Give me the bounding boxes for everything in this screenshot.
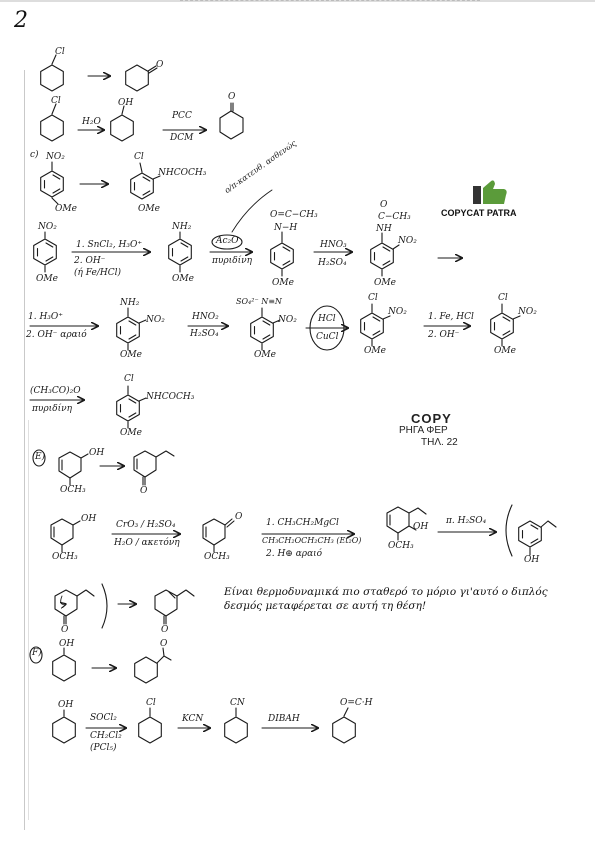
reagent-label: HNO₂: [192, 312, 219, 322]
substituent-label: N−H: [274, 223, 298, 233]
reagent-label: CH₃CH₂OCH₂CH₃ (Et₂O): [262, 536, 362, 545]
substituent-label: OCH₃: [204, 552, 230, 562]
cyclohexyl-chloride-ring: [41, 65, 64, 91]
curly-arrow: [61, 596, 66, 604]
substituent-label: O: [380, 200, 388, 210]
substituent-label: NO₂: [388, 307, 407, 317]
thumbs-up-icon: [452, 178, 532, 228]
substituent-label: O: [161, 625, 169, 635]
substituent-label: C−CH₃: [378, 212, 411, 222]
reagent-label: H₂O / ακετόνη: [114, 538, 180, 548]
reagent-label: (CH₃CO)₂O: [30, 386, 81, 396]
substituent-label: OCH₃: [388, 541, 414, 551]
substituent-label: OH: [89, 448, 105, 458]
reagent-label: 2. OH⁻: [74, 256, 106, 266]
substituent-label: OMe: [364, 346, 386, 356]
margin-mark: E): [35, 452, 46, 462]
reagent-label: 1. H₃O⁺: [28, 312, 64, 322]
bracket: [506, 505, 512, 556]
substituent-label: OCH₃: [52, 552, 78, 562]
substituent-label: NO₂: [278, 315, 297, 325]
substituent-label: O=C·H: [340, 698, 373, 708]
bracket: [102, 584, 107, 628]
stamp-line: ΤΗΛ. 22: [421, 437, 458, 448]
substituent-label: O: [156, 60, 164, 70]
substituent-label: O: [140, 486, 148, 496]
reagent-label: 2. H⊕ αραιό: [266, 549, 323, 559]
reagent-label: 2. OH⁻ αραιό: [26, 330, 87, 340]
reagent-label: HCl: [318, 314, 336, 324]
substituent-label: OMe: [494, 346, 516, 356]
substituent-label: O: [160, 639, 168, 649]
substituent-label: NH₂: [172, 222, 192, 232]
substituent-label: O: [61, 625, 69, 635]
substituent-label: OMe: [272, 278, 294, 288]
reagent-label: H₂SO₄: [318, 258, 347, 268]
reagent-label: SOCl₂: [90, 713, 117, 723]
substituent-label: OH: [524, 555, 540, 565]
substituent-label: OMe: [55, 204, 77, 214]
reagent-label: PCC: [172, 111, 192, 121]
margin-mark: c): [30, 150, 39, 160]
reagent-label: HNO₃: [320, 240, 347, 250]
substituent-label: NH₂: [120, 298, 140, 308]
reagent-label: H₂SO₄: [190, 329, 219, 339]
substituent-label: OH: [58, 700, 74, 710]
reagent-label: 1. Fe, HCl: [428, 312, 474, 322]
reagent-label: Ac₂O: [216, 236, 239, 246]
substituent-label: OH: [413, 522, 429, 532]
substituent-label: NO₂: [38, 222, 57, 232]
reagent-label: (PCl₅): [90, 743, 117, 753]
substituent-label: NHCOCH₃: [146, 392, 195, 402]
reagent-label: H₂O: [82, 117, 101, 127]
reagent-label: KCN: [182, 714, 204, 724]
reagent-label: πυριδίνη: [32, 404, 73, 414]
substituent-label: Cl: [368, 293, 378, 303]
substituent-label: O: [235, 512, 243, 522]
explanation-note: Είναι θερμοδυναμικά πιο σταθερό το μόριο γι'αυτό ο διπλός δεσμός μεταφέρεται σε αυτή τη θέση!: [224, 586, 548, 612]
substituent-label: NO₂: [46, 152, 65, 162]
margin-mark: F): [32, 648, 42, 658]
reagent-label: DCM: [170, 133, 194, 143]
substituent-label: CN: [230, 698, 245, 708]
substituent-label: NHCOCH₃: [158, 168, 207, 178]
substituent-label: OMe: [138, 204, 160, 214]
substituent-label: OCH₃: [60, 485, 86, 495]
substituent-label: NO₂: [398, 236, 417, 246]
page-number: 2: [14, 8, 28, 33]
substituent-label: Cl: [498, 293, 508, 303]
substituent-label: OH: [59, 639, 75, 649]
substituent-label: SO₄²⁻ N≡N: [236, 297, 282, 306]
reagent-label: (ή Fe/HCl): [74, 268, 121, 278]
reagent-label: 1. SnCl₂, H₃O⁺: [76, 240, 143, 250]
substituent-label: OH: [118, 98, 134, 108]
reagent-label: DIBAH: [268, 714, 300, 724]
stamp-line: COPY: [411, 411, 452, 426]
annotation-label: ο/π-κατευθ. ασθενώς: [222, 138, 298, 195]
substituent-label: OMe: [374, 278, 396, 288]
substituent-label: OMe: [254, 350, 276, 360]
substituent-label: NO₂: [146, 315, 165, 325]
substituent-label: Cl: [146, 698, 156, 708]
reagent-label: 1. CH₃CH₂MgCl: [266, 518, 339, 528]
substituent-label: OMe: [36, 274, 58, 284]
substituent-label: Cl: [134, 152, 144, 162]
substituent-label: Cl: [51, 96, 61, 106]
reagent-label: πυριδίνη: [212, 256, 253, 266]
reagent-label: π. H₂SO₄: [446, 516, 487, 526]
substituent-label: Cl: [55, 47, 65, 57]
reagent-label: 2. OH⁻: [428, 330, 460, 340]
substituent-label: O=C−CH₃: [270, 210, 318, 220]
substituent-label: Cl: [124, 374, 134, 384]
substituent-label: NO₂: [518, 307, 537, 317]
substituent-label: OMe: [172, 274, 194, 284]
substituent-label: OMe: [120, 428, 142, 438]
substituent-label: OMe: [120, 350, 142, 360]
reagent-label: CrO₃ / H₂SO₄: [116, 520, 176, 530]
reagent-label: CuCl: [316, 332, 339, 342]
logo-text: COPYCAT PATRA: [441, 208, 517, 218]
substituent-label: NH: [376, 224, 392, 234]
reagent-label: CH₂Cl₂: [90, 731, 122, 741]
stamp-line: ΡΗΓΑ ΦΕΡ: [399, 425, 448, 436]
substituent-label: OH: [81, 514, 97, 524]
substituent-label: O: [228, 92, 236, 102]
